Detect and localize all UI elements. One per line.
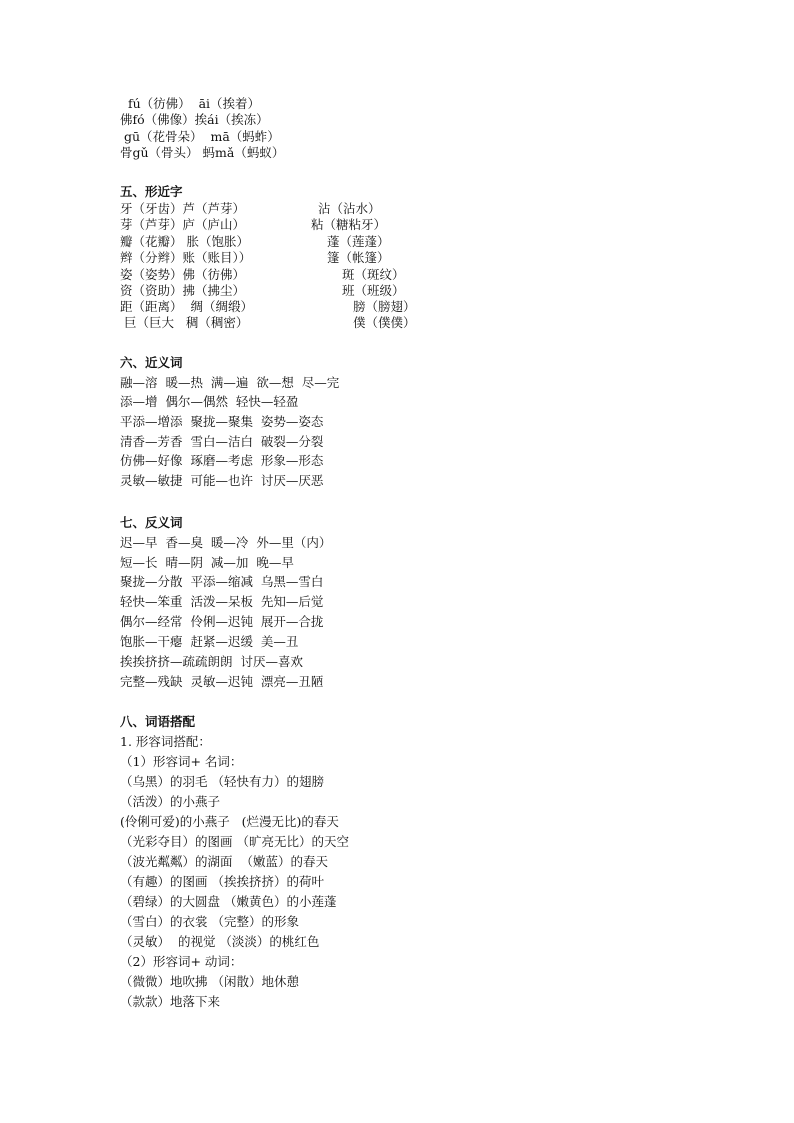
similar-char-right: 班（班级） [342, 283, 405, 298]
synonym-row: 平添—增添 聚拢—聚集 姿势—姿态 [120, 414, 324, 429]
similar-char-right: 僕（僕僕） [353, 315, 416, 330]
similar-char-left: 瓣（花瓣） 胀（饱胀） [120, 234, 249, 249]
synonym-row: 添—增 偶尔—偶然 轻快—轻盈 [120, 394, 299, 409]
antonym-row: 聚拢—分散 平添—缩减 乌黑—雪白 [120, 574, 324, 589]
synonym-row: 融—溶 暖—热 满—遍 欲—想 尽—完 [120, 375, 340, 390]
synonym-row: 灵敏—敏捷 可能—也许 讨厌—厌恶 [120, 473, 324, 488]
polyphone-row-2: 佛fó（佛像）挨ái（挨冻） [120, 112, 269, 127]
antonym-row: 完整—残缺 灵敏—迟钝 漂亮—丑陋 [120, 674, 324, 689]
similar-char-right: 粘（糖粘牙） [311, 217, 387, 232]
polyphone-row-3: gū（花骨朵） mā（蚂蚱） [120, 129, 280, 144]
collocation-row: （1）形容词+ 名词： [120, 754, 243, 769]
collocation-row: （乌黑）的羽毛 （轻快有力）的翅膀 [120, 774, 324, 789]
collocation-row: （微微）地吹拂 （闲散）地休憩 [120, 974, 299, 989]
similar-char-left: 距（距离） 绸（绸缎） [120, 299, 253, 314]
antonym-row: 饱胀—干瘪 赶紧—迟缓 美—丑 [120, 634, 299, 649]
collocation-row: （2）形容词+ 动词： [120, 954, 243, 969]
polyphone-row-4: 骨gǔ（骨头） 蚂mǎ（蚂蚁） [120, 145, 285, 160]
collocation-row: （雪白）的衣裳 （完整）的形象 [120, 914, 299, 929]
similar-char-right: 斑（斑纹） [342, 267, 405, 282]
antonym-row: 轻快—笨重 活泼—呆板 先知—后觉 [120, 594, 324, 609]
synonym-row: 仿佛—好像 琢磨—考虑 形象—形态 [120, 453, 324, 468]
section-5-title: 五、形近字 [120, 184, 183, 199]
similar-char-left: 辫（分辫）账（账目）） [120, 250, 252, 265]
collocation-row: （碧绿）的大圆盘 （嫩黄色）的小莲蓬 [120, 894, 337, 909]
antonym-row: 迟—早 香—臭 暖—冷 外—里（内） [120, 535, 332, 550]
collocation-row: （活泼）的小燕子 [120, 794, 221, 809]
similar-char-left: 芽（芦芽）庐（庐山） [120, 217, 246, 232]
section-7-title: 七、反义词 [120, 515, 183, 530]
antonym-row: 挨挨挤挤—疏疏朗朗 讨厌—喜欢 [120, 654, 303, 669]
similar-char-left: 巨（巨大 稠（稠密） [120, 315, 249, 330]
similar-char-left: 资（资助）拂（拂尘） [120, 283, 246, 298]
collocation-row: （光彩夺目）的图画 （旷亮无比）的天空 [120, 834, 349, 849]
similar-char-right: 沾（沾水） [318, 201, 381, 216]
polyphone-row-1: fú（彷佛） āi（挨着） [120, 96, 261, 111]
collocation-row: 1. 形容词搭配： [120, 734, 211, 749]
similar-char-right: 蓬（莲蓬） [327, 234, 390, 249]
collocation-row: （款款）地落下来 [120, 994, 221, 1009]
similar-char-left: 姿（姿势）佛（彷佛） [120, 267, 246, 282]
section-6-title: 六、近义词 [120, 355, 183, 370]
collocation-row: （灵敏） 的视觉 （淡淡）的桃红色 [120, 934, 320, 949]
similar-char-right: 膀（膀翅） [353, 299, 416, 314]
synonym-row: 清香—芳香 雪白—洁白 破裂—分裂 [120, 434, 324, 449]
similar-char-right: 篷（帐篷） [327, 250, 390, 265]
antonym-row: 短—长 晴—阴 减—加 晚—早 [120, 555, 294, 570]
collocation-row: （波光粼粼）的湖面 （嫩蓝）的春天 [120, 854, 328, 869]
collocation-row: （有趣）的图画 （挨挨挤挤）的荷叶 [120, 874, 324, 889]
antonym-row: 偶尔—经常 伶俐—迟钝 展开—合拢 [120, 614, 324, 629]
similar-char-left: 牙（牙齿）芦（芦芽） [120, 201, 246, 216]
collocation-row: (伶俐可爱)的小燕子 (烂漫无比)的春天 [120, 814, 339, 829]
section-8-title: 八、词语搭配 [120, 714, 196, 729]
